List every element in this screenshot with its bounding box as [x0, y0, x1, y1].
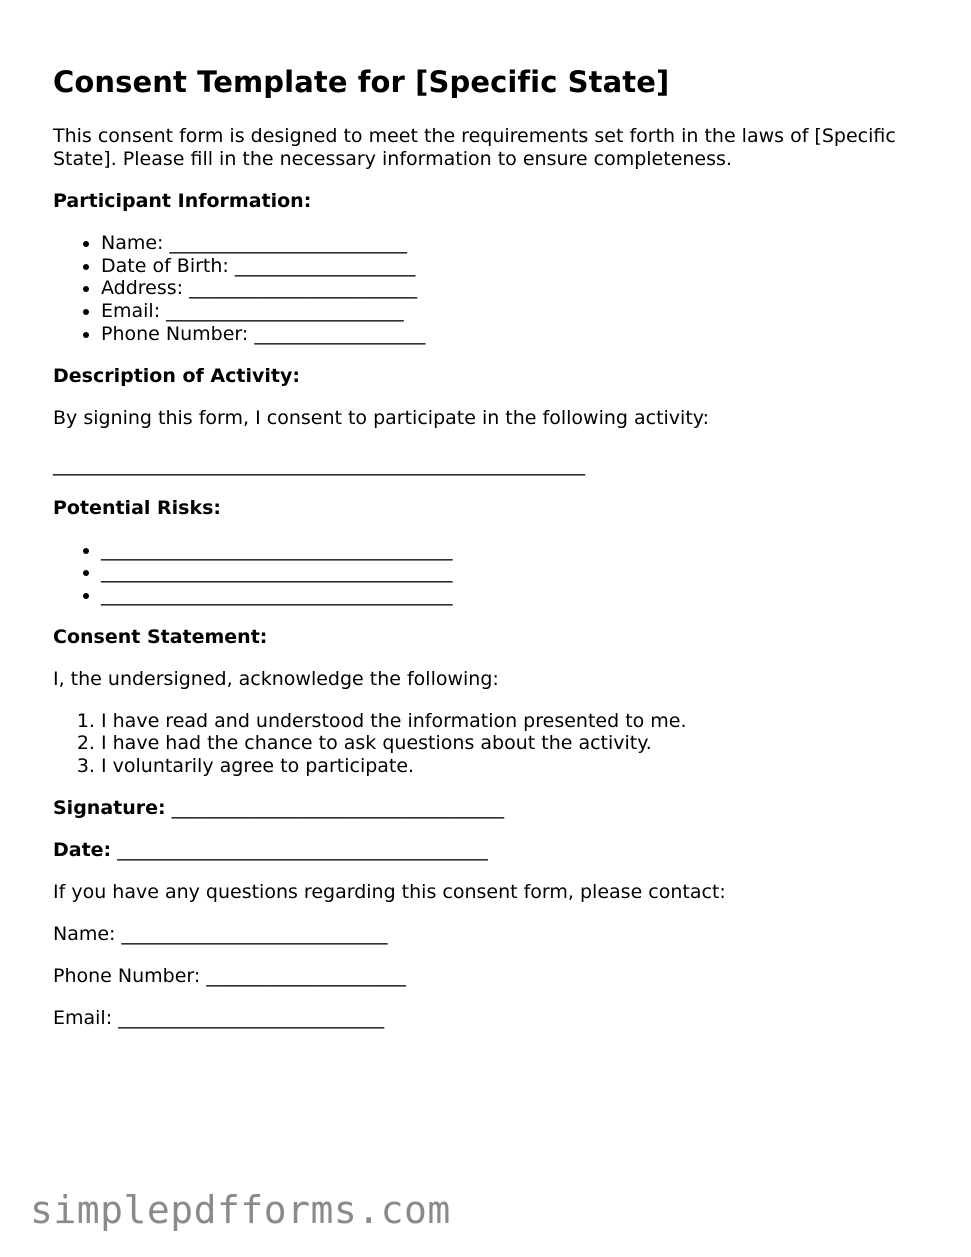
- page-title: Consent Template for [Specific State]: [53, 65, 670, 99]
- date-row: [53, 839, 933, 862]
- signature-label: Signature:: [53, 796, 166, 819]
- risks-heading: Potential Risks:: [53, 496, 222, 519]
- signature-field[interactable]: ___________________________________: [165, 796, 505, 819]
- contact-text: If you have any questions regarding this consent form, please contact:: [53, 880, 726, 903]
- date-label: Date:: [53, 838, 112, 861]
- consent-heading: Consent Statement:: [53, 625, 268, 648]
- document-page: [53, 62, 933, 1049]
- participant-address-field[interactable]: • Address: ________________________: [101, 277, 933, 300]
- consent-item: 2. I have had the chance to ask questions about the activity.: [101, 732, 933, 755]
- contact-name-field[interactable]: Name: ____________________________: [53, 922, 388, 945]
- signature-row: [53, 797, 933, 820]
- activity-blank-field[interactable]: ________________________________________________________: [53, 453, 585, 476]
- consent-text: I, the undersigned, acknowledge the following:: [53, 667, 499, 690]
- participant-email-field[interactable]: • Email: _________________________: [101, 300, 933, 323]
- risks-list: [53, 539, 933, 607]
- participant-list: [53, 232, 933, 346]
- activity-heading: Description of Activity:: [53, 364, 300, 387]
- participant-name-field[interactable]: • Name: _________________________: [101, 232, 933, 255]
- participant-dob-field[interactable]: • Date of Birth: ___________________: [101, 255, 933, 278]
- risk-field[interactable]: • _____________________________________: [101, 539, 933, 562]
- participant-phone-field[interactable]: • Phone Number: __________________: [101, 323, 933, 346]
- consent-list: [53, 710, 933, 778]
- contact-email-field[interactable]: Email: ____________________________: [53, 1006, 385, 1029]
- date-field[interactable]: _______________________________________: [111, 838, 488, 861]
- contact-phone-field[interactable]: Phone Number: _____________________: [53, 964, 406, 987]
- activity-text: By signing this form, I consent to participate in the following activity:: [53, 406, 710, 429]
- intro-text: This consent form is designed to meet the requirements set forth in the laws of [Specific State]. Please fill in the necessary information to ensure completeness.: [53, 125, 896, 170]
- watermark: simplepdfforms.com: [30, 1188, 451, 1232]
- consent-item: 3. I voluntarily agree to participate.: [101, 755, 933, 778]
- participant-heading: Participant Information:: [53, 190, 312, 212]
- risk-field[interactable]: • _____________________________________: [101, 561, 933, 584]
- consent-item: 1. I have read and understood the information presented to me.: [101, 710, 933, 733]
- risk-field[interactable]: • _____________________________________: [101, 584, 933, 607]
